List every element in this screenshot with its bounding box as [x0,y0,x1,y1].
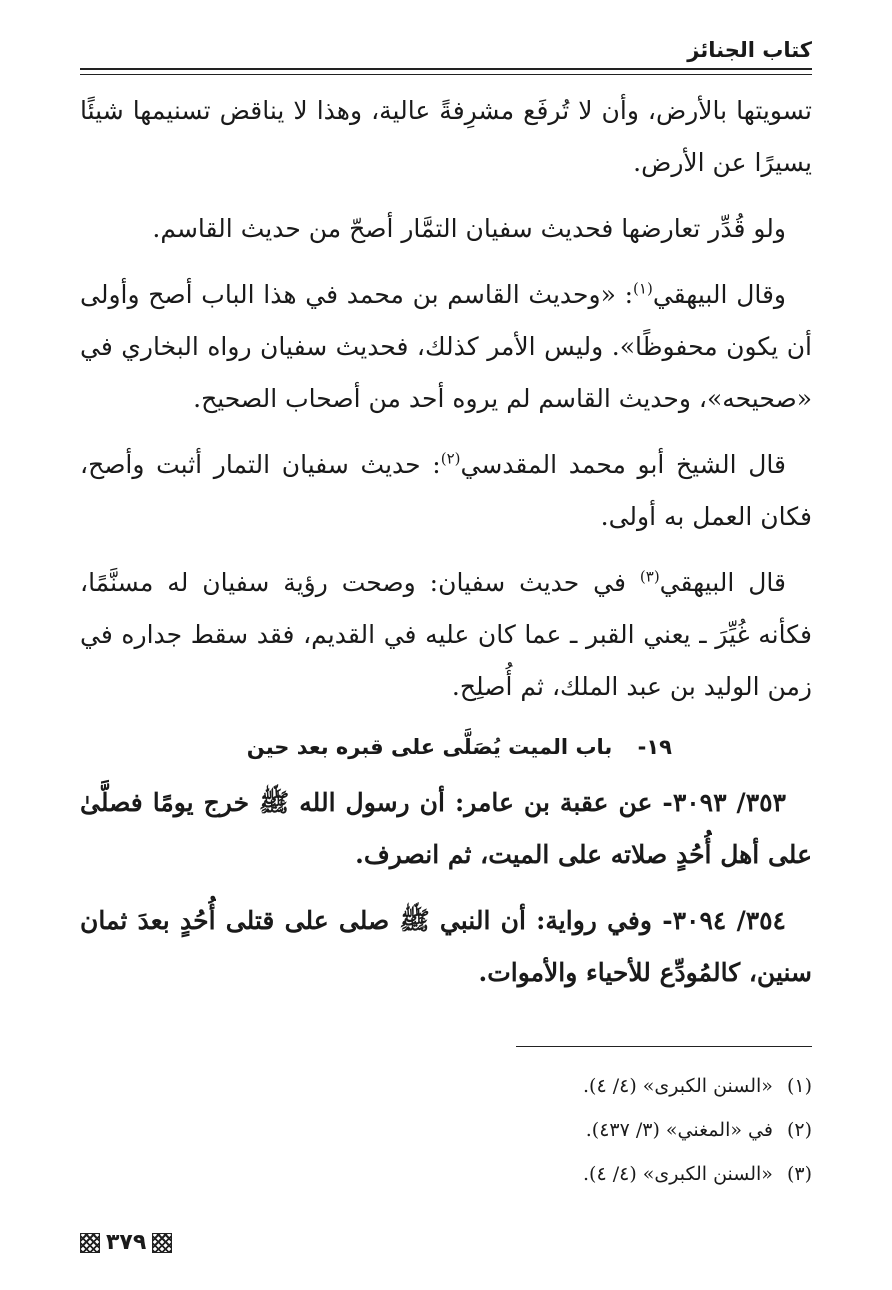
page-number-block [80,1230,172,1255]
footnote-text: في «المغني» (٣/ ٤٣٧). [585,1119,773,1141]
footnote-text: «السنن الكبرى» (٤/ ٤). [582,1075,773,1097]
footnote-ref: (١) [633,279,653,298]
footnote [80,1108,812,1152]
paragraph [80,439,812,543]
paragraph [80,557,812,713]
hadith-text: عن عقبة بن عامر: أن رسول الله ﷺ خرج يومًا فصلَّىٰ على أهل أُحُدٍ صلاته على الميت، ثم انصرف. [80,788,812,869]
footnote-separator [516,1046,812,1047]
hadith-entry [80,777,812,881]
chapter-title: باب الميت يُصَلَّى على قبره بعد حين [246,735,613,759]
footnote-number: (١) [786,1075,812,1097]
footnote-number: (٢) [786,1119,812,1141]
paragraph [80,269,812,425]
chapter-heading [80,727,812,767]
main-text [80,85,812,999]
header-rule [80,68,812,75]
page-number: ٣٧٩ [106,1230,147,1255]
footnotes [80,1064,812,1196]
chapter-number: ١٩- [637,735,672,759]
footnote [80,1152,812,1196]
footnote-number: (٣) [786,1163,812,1185]
footnote-text: «السنن الكبرى» (٤/ ٤). [582,1163,773,1185]
paragraph [80,203,812,255]
footnote [80,1064,812,1108]
hadith-entry [80,895,812,999]
hadith-text: وفي رواية: أن النبي ﷺ صلى على قتلى أُحُدٍ بعدَ ثمان سنين، كالمُودِّع للأحياء والأموات. [80,906,812,987]
paragraph-text: ولو قُدِّر تعارضها فحديث سفيان التمَّار أصحّ من حديث القاسم. [152,214,786,243]
running-header [80,34,812,66]
header-title: كتاب الجنائز [687,38,812,62]
paragraph [80,85,812,189]
footnote-ref: (٣) [639,567,660,586]
book-page [80,34,812,1290]
paragraph-text: قال البيهقي [659,568,786,597]
ornament-icon [80,1233,100,1253]
hadith-number: ٣٥٣/ ٣٠٩٣- [662,788,786,817]
footnote-ref: (٢) [440,449,461,468]
paragraph-text: قال الشيخ أبو محمد المقدسي [460,450,786,479]
ornament-icon [152,1233,172,1253]
paragraph-text: في حديث سفيان: وصحت رؤية سفيان له مسنَّمًا، فكأنه غُيِّرَ ـ يعني القبر ـ عما كان عليه في القديم، فقد سقط جداره في زمن الوليد بن عبد الملك، ثم أُصلِح. [80,568,812,701]
paragraph-text: : «وحديث القاسم بن محمد في هذا الباب أصح وأولى أن يكون محفوظًا». وليس الأمر كذلك، فحديث سفيان رواه البخاري في «صحيحه»، وحديث القاسم لم يروه أحد من أصحاب الصحيح. [80,280,812,413]
hadith-number: ٣٥٤/ ٣٠٩٤- [662,906,786,935]
paragraph-text: تسويتها بالأرض، وأن لا تُرفَع مشرِفةً عالية، وهذا لا يناقض تسنيمها شيئًا يسيرًا عن الأرض. [80,96,812,177]
paragraph-text: : حديث سفيان التمار أثبت وأصح، فكان العمل به أولى. [80,450,812,531]
paragraph-text: وقال البيهقي [652,280,786,309]
